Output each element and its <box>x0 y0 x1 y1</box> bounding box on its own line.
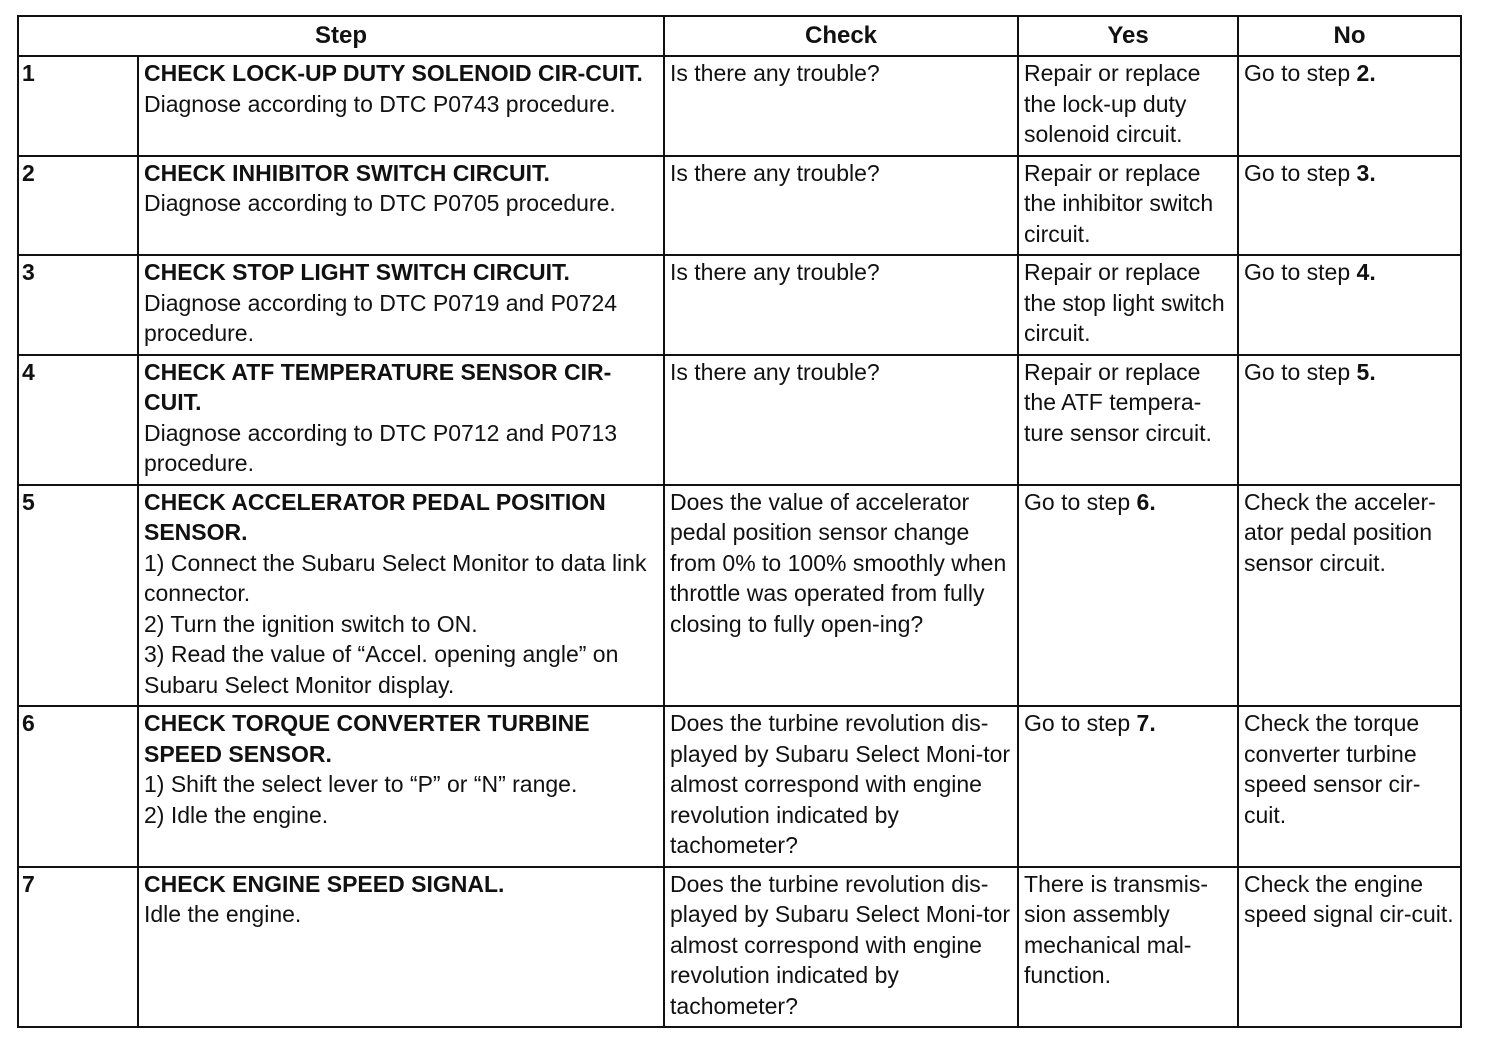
step-description <box>138 867 664 1028</box>
table-row <box>18 156 1461 256</box>
no-cell <box>1238 255 1461 355</box>
no-cell: Check the engine speed signal cir-cuit. <box>1238 867 1461 1028</box>
no-cell <box>1238 355 1461 485</box>
header-step: Step <box>18 16 664 56</box>
step-instruction: Diagnose according to DTC P0705 procedure. <box>144 190 616 216</box>
step-description <box>138 156 664 256</box>
step-title: CHECK ATF TEMPERATURE SENSOR CIR-CUIT. <box>144 358 612 415</box>
step-instruction: 3) Read the value of “Accel. opening angle” on Subaru Select Monitor display. <box>144 641 619 698</box>
check-cell: Does the turbine revolution dis-played by Subaru Select Moni-tor almost correspond with engine revolution indicated by tachometer? <box>664 706 1018 867</box>
no-cell: Check the torque converter turbine speed sensor cir-cuit. <box>1238 706 1461 867</box>
header-yes: Yes <box>1018 16 1238 56</box>
header-no: No <box>1238 16 1461 56</box>
check-cell: Is there any trouble? <box>664 156 1018 256</box>
yes-prefix: Go to step <box>1024 488 1137 515</box>
check-cell: Does the value of accelerator pedal position sensor change from 0% to 100% smoothly when throttle was operated from fully closing to fully open-ing? <box>664 485 1018 707</box>
no-cell <box>1238 56 1461 156</box>
step-instruction: Diagnose according to DTC P0719 and P0724 procedure. <box>144 289 618 346</box>
step-title: CHECK INHIBITOR SWITCH CIRCUIT. <box>144 159 550 186</box>
step-description <box>138 355 664 485</box>
step-number: 6 <box>18 706 138 867</box>
step-instruction: 1) Shift the select lever to “P” or “N” range. <box>144 771 578 797</box>
header-row <box>18 16 1461 56</box>
yes-cell: There is transmis-sion assembly mechanical mal-function. <box>1018 867 1238 1028</box>
table-row <box>18 255 1461 355</box>
check-cell: Is there any trouble? <box>664 255 1018 355</box>
check-cell: Is there any trouble? <box>664 355 1018 485</box>
no-cell <box>1238 156 1461 256</box>
yes-cell <box>1018 706 1238 867</box>
check-cell: Is there any trouble? <box>664 56 1018 156</box>
step-instruction: Diagnose according to DTC P0743 procedure. <box>144 90 616 117</box>
no-step-ref: 2. <box>1356 60 1376 86</box>
yes-step-ref: 7. <box>1136 710 1156 736</box>
step-number: 3 <box>18 255 138 355</box>
step-number: 2 <box>18 156 138 256</box>
step-title: CHECK STOP LIGHT SWITCH CIRCUIT. <box>144 259 570 285</box>
no-prefix: Go to step <box>1244 358 1357 385</box>
step-instruction: 2) Idle the engine. <box>144 801 329 828</box>
step-number: 7 <box>18 867 138 1028</box>
header-check: Check <box>664 16 1018 56</box>
yes-cell: Repair or replace the stop light switch circuit. <box>1018 255 1238 355</box>
yes-cell <box>1018 485 1238 707</box>
step-number: 5 <box>18 485 138 707</box>
yes-cell: Repair or replace the lock-up duty solenoid circuit. <box>1018 56 1238 156</box>
step-instruction: Diagnose according to DTC P0712 and P0713 procedure. <box>144 419 618 476</box>
no-step-ref: 3. <box>1356 159 1376 186</box>
yes-prefix: Go to step <box>1024 710 1137 736</box>
step-number: 4 <box>18 355 138 485</box>
step-title: CHECK ACCELERATOR PEDAL POSITION SENSOR. <box>144 488 606 545</box>
no-step-ref: 5. <box>1356 358 1376 385</box>
step-title: CHECK ENGINE SPEED SIGNAL. <box>144 870 505 897</box>
step-description <box>138 706 664 867</box>
step-description <box>138 485 664 707</box>
no-prefix: Go to step <box>1244 259 1357 285</box>
table-row <box>18 706 1461 867</box>
table-row <box>18 867 1461 1028</box>
no-prefix: Go to step <box>1244 159 1357 186</box>
yes-cell: Repair or replace the ATF tempera-ture sensor circuit. <box>1018 355 1238 485</box>
step-title: CHECK LOCK-UP DUTY SOLENOID CIR-CUIT. <box>144 60 643 86</box>
step-instruction: Idle the engine. <box>144 901 302 927</box>
yes-step-ref: 6. <box>1136 488 1156 515</box>
table-row <box>18 56 1461 156</box>
no-cell: Check the acceler-ator pedal position sensor circuit. <box>1238 485 1461 707</box>
table-row <box>18 485 1461 707</box>
no-step-ref: 4. <box>1356 259 1376 285</box>
step-number: 1 <box>18 56 138 156</box>
step-title: CHECK TORQUE CONVERTER TURBINE SPEED SENSOR. <box>144 710 590 767</box>
diagnostic-table <box>17 15 1462 1028</box>
check-cell: Does the turbine revolution dis-played by Subaru Select Moni-tor almost correspond with engine revolution indicated by tachometer? <box>664 867 1018 1028</box>
yes-cell: Repair or replace the inhibitor switch circuit. <box>1018 156 1238 256</box>
table-row <box>18 355 1461 485</box>
step-instruction: 1) Connect the Subaru Select Monitor to data link connector. <box>144 549 647 606</box>
no-prefix: Go to step <box>1244 60 1357 86</box>
step-instruction: 2) Turn the ignition switch to ON. <box>144 610 478 637</box>
step-description <box>138 56 664 156</box>
step-description <box>138 255 664 355</box>
